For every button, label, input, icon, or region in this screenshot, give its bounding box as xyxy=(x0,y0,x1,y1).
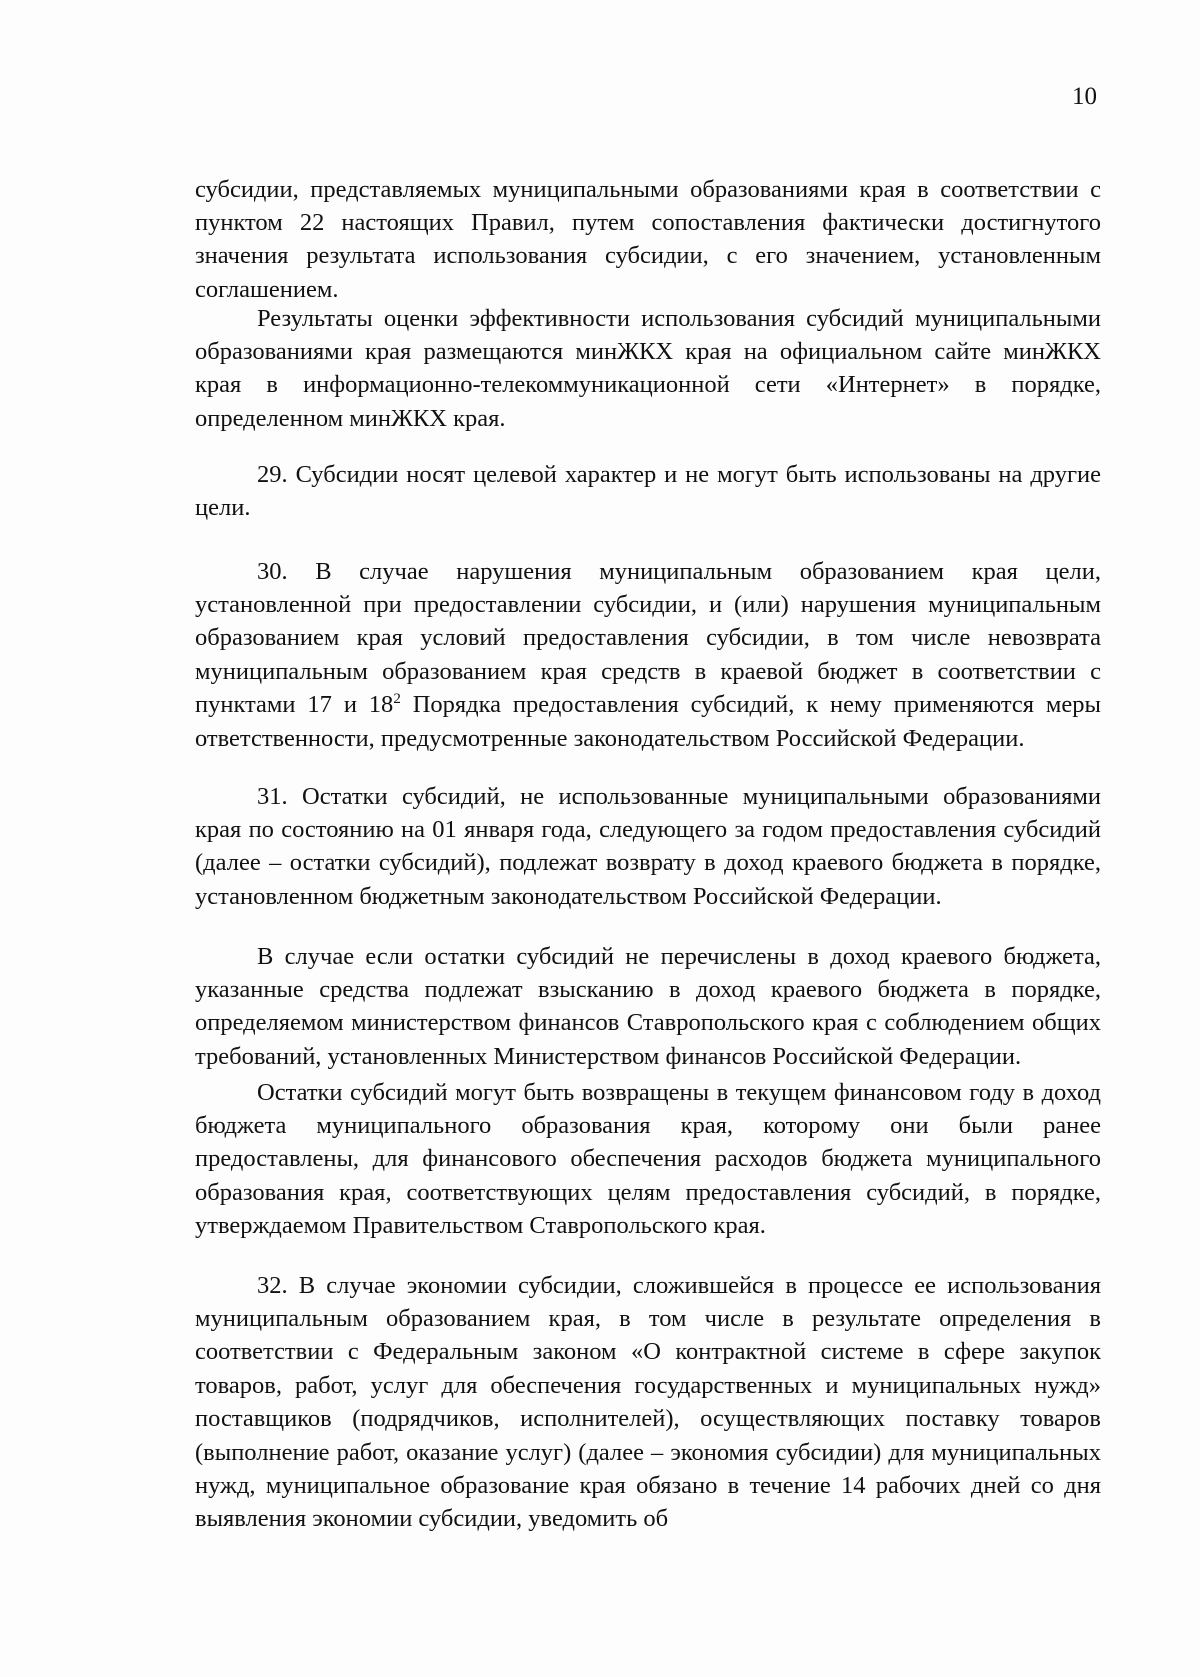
paragraph-subsidy-evaluation: субсидии, представляемых муниципальными образованиями края в соответствии с пунктом 22 настоящих Правил, путем сопоставления фактически достигнутого значения результата использования субсидии, с его значением, установленным соглашением. xyxy=(195,175,1101,303)
paragraph-balances-returned: Остатки субсидий могут быть возвращены в текущем финансовом году в доход бюджета муниципального образования края, которому они были ранее предоставлены, для финансового обеспечения расходов бюджета муниципального образования края, соответствующих целям предоставления субсидий, в порядке, утверждаемом Правительством Ставропольского края. xyxy=(195,1078,1101,1240)
paragraph-unreturned-balances: В случае если остатки субсидий не перечислены в доход краевого бюджета, указанные средства подлежат взысканию в доход краевого бюджета в порядке, определяемом министерством финансов Ставропольского края с соблюдением общих требований, установленных Министерством финансов Российской Федерации. xyxy=(195,942,1101,1070)
paragraph-30-text: 30. В случае нарушения муниципальным образованием края цели, установленной при предоставлении субсидии, и (или) нарушения муниципальным образованием края условий предоставления субсидии, в том числе невозврата муниципальным образованием края средств в краевой бюджет в соответствии с пунктами 17 и 18 xyxy=(195,557,1101,719)
paragraph-30-superscript: 2 xyxy=(393,690,401,707)
paragraph-30-text-continued: Порядка предоставления субсидий, к нему применяются меры ответственности, предусмотренные законодательством Российской Федерации. xyxy=(195,691,1101,752)
paragraph-results-publication: Результаты оценки эффективности использования субсидий муниципальными образованиями края размещаются минЖКХ края на официальном сайте минЖКХ края в информационно-телекоммуникационной сети «Интернет» в порядке, определенном минЖКХ края. xyxy=(195,304,1101,432)
paragraph-31: 31. Остатки субсидий, не использованные муниципальными образованиями края по состоянию на 01 января года, следующего за годом предоставления субсидий (далее – остатки субсидий), подлежат возврату в доход краевого бюджета в порядке, установленном бюджетным законодательством Российской Федерации. xyxy=(195,782,1101,910)
paragraph-30 xyxy=(195,555,1101,755)
paragraph-32: 32. В случае экономии субсидии, сложившейся в процессе ее использования муниципальным образованием края, в том числе в результате определения в соответствии с Федеральным законом «О контрактной системе в сфере закупок товаров, работ, услуг для обеспечения государственных и муниципальных нужд» поставщиков (подрядчиков, исполнителей), осуществляющих поставку товаров (выполнение работ, оказание услуг) (далее – экономия субсидии) для муниципальных нужд, муниципальное образование края обязано в течение 14 рабочих дней со дня выявления экономии субсидии, уведомить об xyxy=(195,1271,1101,1533)
paragraph-29: 29. Субсидии носят целевой характер и не могут быть использованы на другие цели. xyxy=(195,460,1101,521)
page-number: 10 xyxy=(1072,83,1097,110)
